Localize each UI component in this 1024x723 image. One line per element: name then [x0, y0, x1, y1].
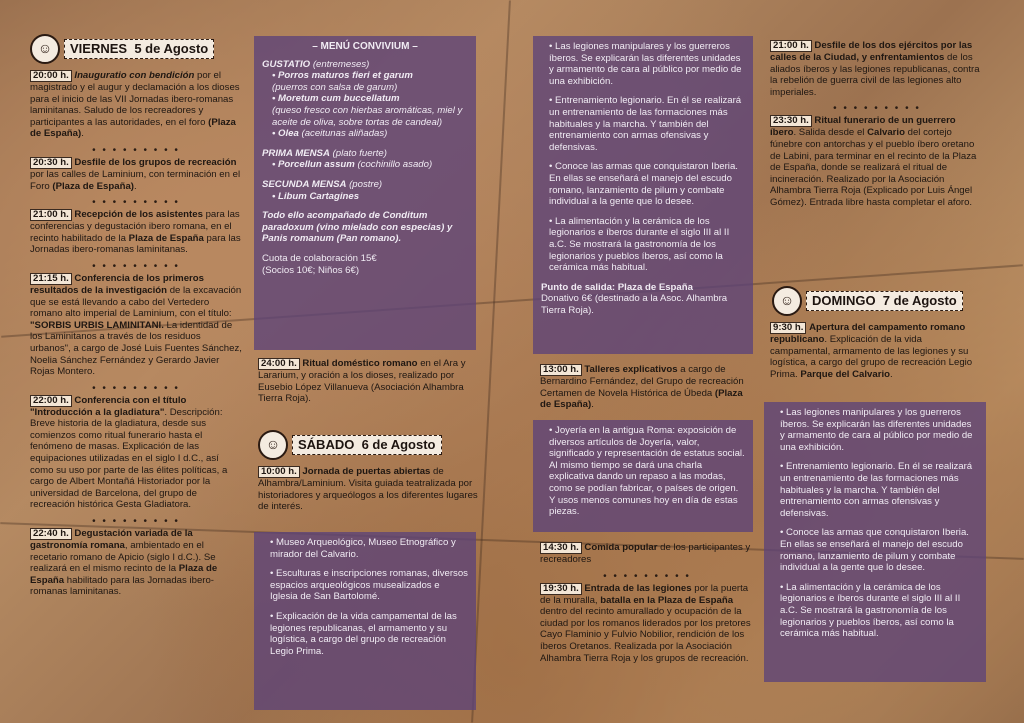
column-3-events: [540, 364, 754, 418]
list-item: • Esculturas e inscripciones romanas, diversos espacios arqueológicos musealizados e Iglesia de San Bartolomé.: [270, 568, 468, 603]
column-sabado-start: [258, 466, 478, 520]
menu-price-sub: (Socios 10€; Niños 6€): [262, 264, 360, 276]
list-item: • Conoce las armas que conquistaron Iberia. En ellas se enseñará el manejo del escudo romano, lanzamiento de pilum y combate individual a la gente que lo desee.: [549, 161, 738, 208]
list-item: • Explicación de la vida campamental de las legiones republicanas, el armamento y su logística, a cargo del grupo de recreación Legio Prima.: [270, 610, 457, 657]
event-item: 20:00 h. Inauguratio con bendición por el magistrado y el augur y declamación a los dioses para el inicio de las VII Jornadas ibero-romanas laminitanas. Saludo de los recreadores y participantes a las autoridades, en el foro (Plaza de España).: [30, 70, 240, 140]
event-time: 21:15 h.: [30, 273, 72, 285]
event-time: 21:00 h.: [30, 209, 72, 221]
event-item: 21:00 h. Recepción de los asistentes para las conferencias y degustación ibero romana, en el recinto habilitado de la Plaza de España para las Jornadas ibero-romanas laminitanas.: [30, 209, 241, 256]
jewelry-panel: [533, 420, 753, 532]
column-domingo: [770, 322, 984, 387]
event-item: 21:15 h. Conferencia de los primeros resultados de la investigación de la excavación que se está llevando a cabo del Vertedero romano alto imperial de Laminium, con el título: "SORBIS URBIS LAMINITANI. La identidad de los Laminitanos a través de los residuos urbanos", a cargo de José Luis Fuentes Sánchez, Noelia Sánchez Fernández y Gerardo Javier Rojas Montero.: [30, 272, 242, 378]
menu-section: GUSTATIO (entremeses) • Porros maturos fieri et garum (puerros con salsa de garum) • Moretum cum buccellatum (queso fresco con hierbas aromáticas, miel y aceite de oliva, sobre tortas de candeal) • Olea (aceitunas aliñadas): [262, 58, 463, 140]
event-time: 10:00 h.: [258, 466, 300, 478]
column-2-events: [258, 358, 478, 412]
list-item: • Museo Arqueológico, Museo Etnográfico y mirador del Calvario.: [270, 537, 456, 560]
event-time: 21:00 h.: [770, 40, 812, 52]
event-item: 20:30 h. Desfile de los grupos de recreación por las calles de Laminium, con terminación en el Foro (Plaza de España).: [30, 156, 241, 192]
event-item: 22:40 h. Degustación variada de la gastronomía romana, ambientado en el recetario romano de Apicio (siglo I d.C.). Se realizará en el mismo recinto de la Plaza de España habilitado para las Jornadas ibero-romanas laminitanas.: [30, 528, 218, 598]
day-header-sabado: [258, 430, 442, 460]
day-header-domingo: [772, 286, 963, 316]
separator: • • • • • • • • •: [92, 144, 180, 156]
menu-title: – MENÚ CONVIVIUM –: [312, 41, 418, 52]
event-item: 23:30 h. Ritual funerario de un guerrero íbero. Salida desde el Calvario del cortejo fúnebre con antorchas y el pueblo íbero oretano de Labini, para terminar en el recinto de la Plaza de España, donde se realizará el ritual de incineración. Realizado por la Asociación Alhambra Tierra Roja (Explicado por Luis Ángel Gómez). Entrada libre hasta completar el aforo.: [770, 115, 977, 208]
day-title: SÁBADO 6 de Agosto: [292, 435, 442, 455]
day-header-viernes: [30, 34, 214, 64]
roman-head-icon: ☺: [30, 34, 60, 64]
column-viernes: [30, 70, 242, 605]
separator: • • • • • • • • •: [603, 570, 691, 582]
separator: • • • • • • • • •: [833, 103, 921, 115]
departure-point: Punto de salida: Plaza de España: [541, 281, 693, 293]
event-time: 19:30 h.: [540, 583, 582, 595]
event-time: 24:00 h.: [258, 358, 300, 370]
separator: • • • • • • • • •: [92, 382, 180, 394]
column-3-events-b: [540, 542, 754, 671]
event-time: 20:30 h.: [30, 157, 72, 169]
list-item: • Conoce las armas que conquistaron Iberia. En ellas se enseñará el manejo del escudo romano, lanzamiento de pilum y combate individual a la gente que lo desee.: [780, 527, 969, 574]
activities-panel: [533, 36, 753, 354]
event-time: 13:00 h.: [540, 364, 582, 376]
event-item: 19:30 h. Entrada de las legiones por la puerta de la muralla, batalla en la Plaza de España dentro del recinto amurallado y ocupación de la ciudad por los romanos liderados por los pretores Cayo Flaminio y Fulvio Nobilior, rendición de los íberos Oretanos. Realizada por la Asociación Alhambra Tierra Roja y los grupos de recreación.: [540, 582, 751, 664]
separator: • • • • • • • • •: [92, 260, 180, 272]
event-time: 22:00 h.: [30, 395, 72, 407]
column-4-events: [770, 40, 984, 216]
event-item: 9:30 h. Apertura del campamento romano republicano. Explicación de la vida campamental, armamento de las legiones y su logística, a cargo del grupo de recreación Legio Prima. Parque del Calvario.: [770, 322, 973, 380]
menu-section: PRIMA MENSA (plato fuerte) • Porcellun assum (cochinillo asado): [262, 147, 433, 171]
donation: Donativo 6€ (destinado a la Asoc. Alhambra Tierra Roja).: [541, 293, 728, 316]
event-item: 13:00 h. Talleres explicativos a cargo de Bernardino Fernández, del Grupo de recreación Certamen de Novela Histórica de Úbeda (Plaza de España).: [540, 364, 744, 411]
menu-price: Cuota de colaboración 15€: [262, 252, 377, 264]
list-item: • La alimentación y la cerámica de los legionarios e íberos durante el siglo III al II a.C. Se mostrará la gastronomía de los legionarios y pueblos íberos, así como la cerámica más habitual.: [780, 581, 961, 640]
list-item: • Las legiones manipulares y los guerreros íberos. Se explicarán las diferentes unidades y armamento de cara al público por medio de una exhibición.: [549, 41, 742, 87]
roman-head-icon: ☺: [258, 430, 288, 460]
day-title: VIERNES 5 de Agosto: [64, 39, 214, 59]
list-item: • Joyería en la antigua Roma: exposición de diversos artículos de Joyería, valor, significado y representación de estatus social. Al mismo tiempo se dará una charla explicativa dando un repaso a las modas, como se podían fabricar, o países de origen. Y usos menos comunes hoy en día de estas piezas.: [549, 425, 745, 518]
event-time: 22:40 h.: [30, 528, 72, 540]
day-title: DOMINGO 7 de Agosto: [806, 291, 963, 311]
event-time: 23:30 h.: [770, 115, 812, 127]
list-item: • La alimentación y la cerámica de los legionarios e íberos durante el siglo III al II a.C. Se mostrará la gastronomía de los legionarios y pueblos íberos, así como la cerámica más habitual.: [549, 215, 730, 274]
roman-head-icon: ☺: [772, 286, 802, 316]
list-item: • Las legiones manipulares y los guerreros íberos. Se explicarán las diferentes unidades y armamento de cara al público por medio de una exhibición.: [780, 407, 973, 453]
menu-section: SECUNDA MENSA (postre) • Libum Cartagines: [262, 178, 383, 202]
menu-panel: [254, 36, 476, 350]
visit-panel: [254, 532, 476, 710]
separator: • • • • • • • • •: [92, 516, 180, 528]
event-item: 24:00 h. Ritual doméstico romano en el Ara y Lararium, y oración a los dioses, realizado por Eusebio López Villanueva (Asociación Alhambra Tierra Roja).: [258, 358, 466, 405]
event-item: 14:30 h. Comida popular de los participantes y recreadores: [540, 542, 751, 565]
list-item: • Entrenamiento legionario. En él se realizará un entrenamiento de las formaciones más habituales y la marcha. Y también del entrenamiento con armas ofensivas y defensivas.: [780, 461, 973, 519]
event-time: 14:30 h.: [540, 542, 582, 554]
menu-closing: Todo ello acompañado de Conditum paradoxum (vino mielado con especias) y Panis romanum (Pan romano).: [262, 210, 453, 245]
event-item: 21:00 h. Desfile de los dos ejércitos por las calles de la Ciudad, y enfrentamientos de los aliados íberos y las legiones republicanas, contra la rebelión de guerra civil de las legiones alto imperiales.: [770, 40, 980, 98]
event-item: 22:00 h. Conferencia con el título "Introducción a la gladiatura". Descripción: Breve historia de la gladiatura, desde sus comienzos como ritual funerario hasta el fenómeno de masas. Explicación de las equipaciones utilizadas en el siglo I d.C., así como su uso por parte de las élites políticas, a cargo de Albert Montañá Historiador por la universidad de Barcelona, del grupo de recreación histórica Gesta Gladiatora.: [30, 394, 228, 511]
event-time: 9:30 h.: [770, 322, 806, 334]
list-item: • Entrenamiento legionario. En él se realizará un entrenamiento de las formaciones más habituales y la marcha. Y también del entrenamiento con armas ofensivas y defensivas.: [549, 95, 742, 153]
event-item: 10:00 h. Jornada de puertas abiertas de Alhambra/Laminium. Visita guiada teatralizada por historiadores y arqueólogos a los diferentes lugares de interés.: [258, 466, 478, 513]
separator: • • • • • • • • •: [92, 197, 180, 209]
event-time: 20:00 h.: [30, 70, 72, 82]
domingo-activities-panel: [764, 402, 986, 682]
